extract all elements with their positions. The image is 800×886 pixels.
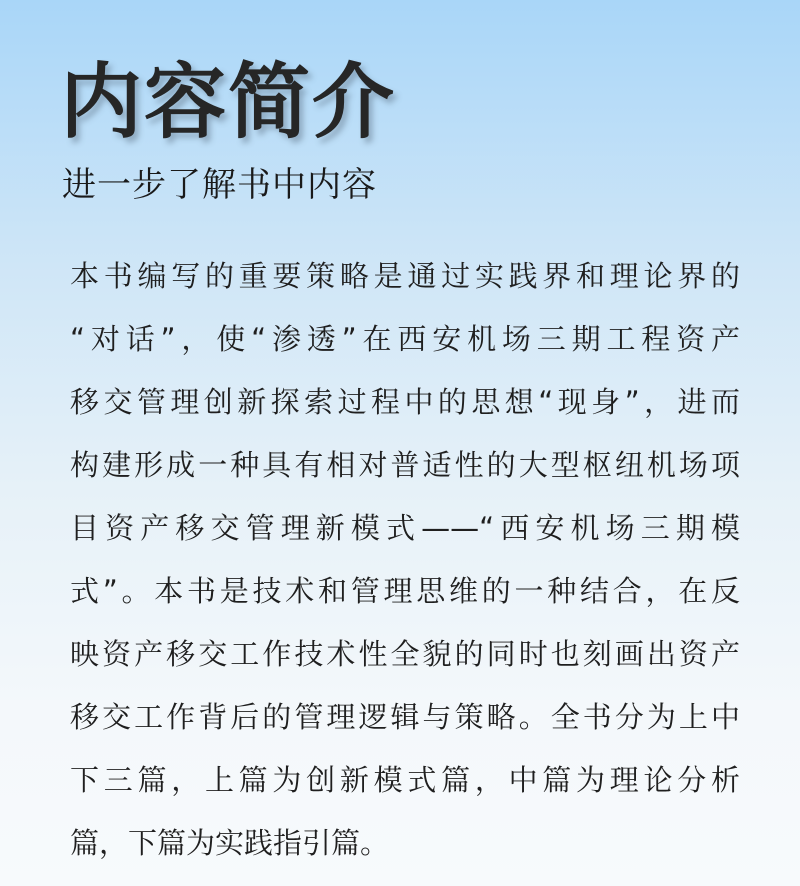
intro-line: 目资产移交管理新模式——“西安机场三期模	[70, 511, 740, 545]
page-title: 内容简介	[60, 55, 397, 150]
page-subtitle: 进一步了解书中内容	[62, 165, 377, 205]
intro-line: 构建形成一种具有相对普适性的大型枢纽机场项	[70, 448, 740, 482]
intro-line: 本书编写的重要策略是通过实践界和理论界的	[70, 259, 740, 293]
intro-line: 映资产移交工作技术性全貌的同时也刻画出资产	[70, 637, 740, 671]
intro-line: 移交管理创新探索过程中的思想“现身”，进而	[70, 385, 740, 419]
intro-line: 式”。本书是技术和管理思维的一种结合，在反	[70, 574, 740, 608]
intro-line: 下三篇，上篇为创新模式篇，中篇为理论分析	[70, 763, 740, 797]
book-introduction	[70, 245, 740, 875]
intro-line: 篇，下篇为实践指引篇。	[70, 826, 390, 860]
intro-line: 移交工作背后的管理逻辑与策略。全书分为上中	[70, 700, 740, 734]
intro-line: “对话”，使“渗透”在西安机场三期工程资产	[70, 322, 740, 356]
